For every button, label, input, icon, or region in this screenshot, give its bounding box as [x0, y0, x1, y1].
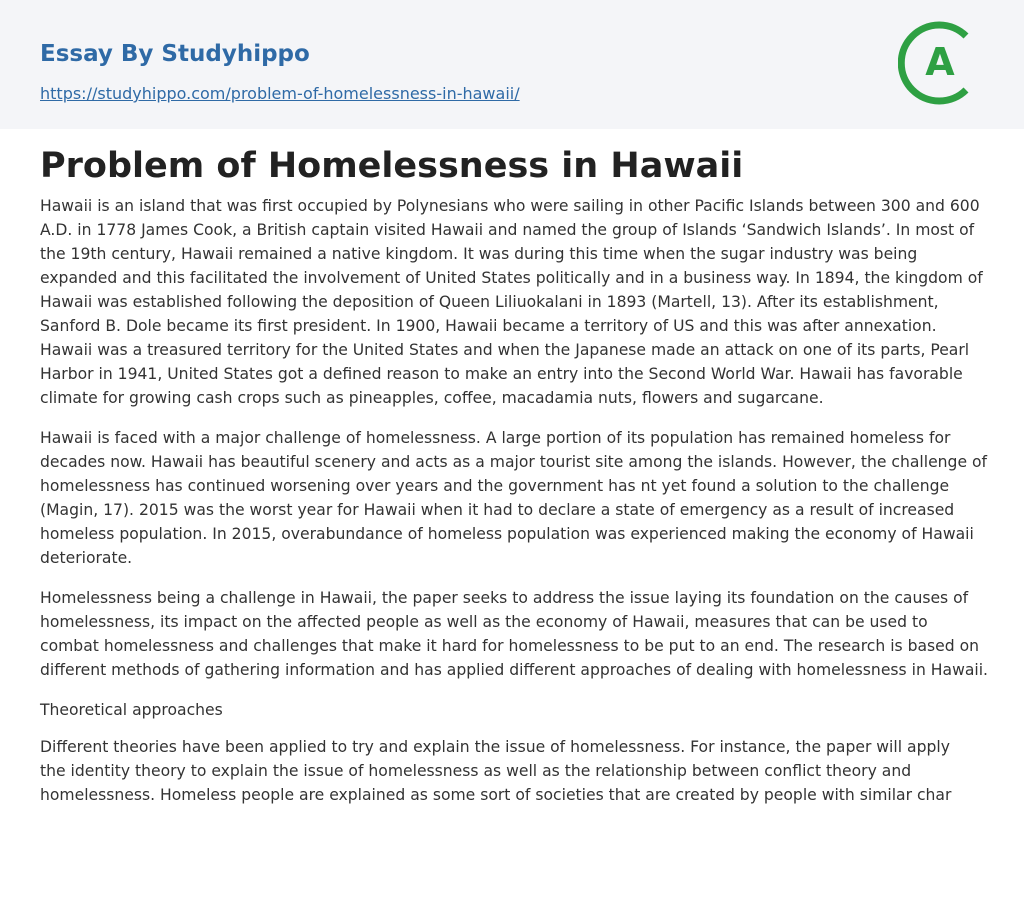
- paragraph-line: homelessness. Homeless people are explained as some sort of societies that are created by people with similar char: [40, 786, 952, 804]
- logo-letter: A: [925, 40, 955, 84]
- section-subheading: Theoretical approaches: [40, 701, 223, 719]
- paragraph-line: Different theories have been applied to try and explain the issue of homelessness. For instance, the paper will apply: [40, 738, 950, 756]
- site-header: [0, 0, 1024, 129]
- truncated-paragraph: [40, 735, 990, 807]
- paragraph: Hawaii is faced with a major challenge of homelessness. A large portion of its population has remained homeless for decades now. Hawaii has beautiful scenery and acts as a major tourist site among the islands. However, the challenge of homelessness has continued worsening over years and the government has nt yet found a solution to the challenge (Magin, 17). 2015 was the worst year for Hawaii when it had to declare a state of emergency as a result of increased homeless population. In 2015, overabundance of homeless population was experienced making the economy of Hawaii deteriorate.: [40, 429, 988, 567]
- site-brand[interactable]: Essay By Studyhippo: [40, 41, 310, 67]
- essay-url-link[interactable]: https://studyhippo.com/problem-of-homelessness-in-hawaii/: [40, 84, 520, 103]
- essay-body: [40, 194, 990, 807]
- paragraph: Homelessness being a challenge in Hawaii, the paper seeks to address the issue laying its foundation on the causes of homelessness, its impact on the affected people as well as the economy of Hawaii, measures that can be used to combat homelessness and challenges that make it hard for homelessness to be put to an end. The research is based on different methods of gathering information and has applied different approaches of dealing with homelessness in Hawaii.: [40, 589, 988, 679]
- studyhippo-logo-icon[interactable]: [898, 18, 988, 108]
- page-title: Problem of Homelessness in Hawaii: [40, 146, 744, 186]
- paragraph-line: the identity theory to explain the issue of homelessness as well as the relationship between conflict theory and: [40, 762, 912, 780]
- paragraph: Hawaii is an island that was first occupied by Polynesians who were sailing in other Pacific Islands between 300 and 600 A.D. in 1778 James Cook, a British captain visited Hawaii and named the group of Islands ‘Sandwich Islands’. In most of the 19th century, Hawaii remained a native kingdom. It was during this time when the sugar industry was being expanded and this facilitated the involvement of United States politically and in a business way. In 1894, the kingdom of Hawaii was established following the deposition of Queen Liliuokalani in 1893 (Martell, 13). After its establishment, Sanford B. Dole became its first president. In 1900, Hawaii became a territory of US and this was after annexation. Hawaii was a treasured territory for the United States and when the Japanese made an attack on one of its parts, Pearl Harbor in 1941, United States got a defined reason to make an entry into the Second World War. Hawaii has favorable climate for growing cash crops such as pineapples, coffee, macadamia nuts, flowers and sugarcane.: [40, 197, 983, 407]
